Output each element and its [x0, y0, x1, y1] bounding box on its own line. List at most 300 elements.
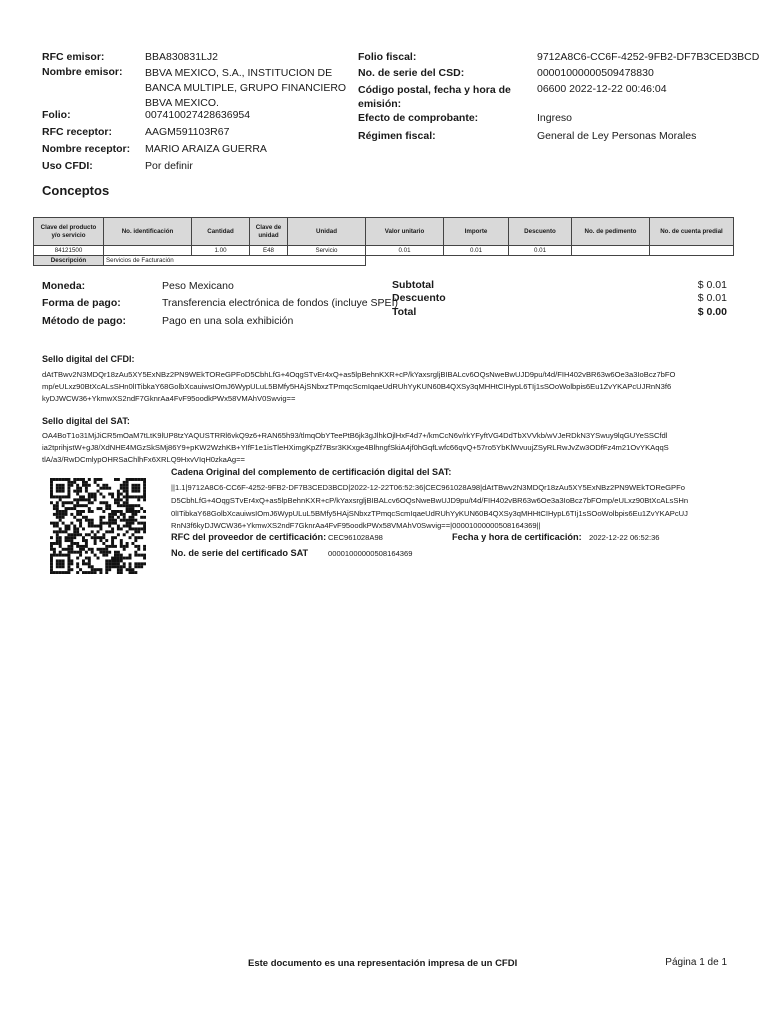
qr-module	[76, 542, 79, 545]
column-header: No. de cuenta predial	[650, 218, 734, 246]
qr-module	[134, 504, 137, 507]
qr-module	[143, 478, 146, 481]
qr-module	[117, 565, 120, 568]
qr-module	[53, 542, 56, 545]
qr-module	[62, 562, 65, 565]
qr-module	[59, 527, 62, 530]
footer-leyenda: Este documento es una representación impresa de un CFDI	[248, 958, 518, 969]
qr-module	[129, 519, 132, 522]
qr-module	[134, 495, 137, 498]
qr-module	[70, 501, 73, 504]
qr-module	[114, 498, 117, 501]
qr-module	[62, 554, 65, 557]
qr-module	[114, 522, 117, 525]
rfc-proveedor-value: CEC961028A98	[328, 533, 383, 542]
qr-module	[134, 539, 137, 542]
qr-module	[126, 545, 129, 548]
qr-module	[123, 562, 126, 565]
qr-module	[108, 507, 111, 510]
sello-sat-line: OA4BoT1o31MjJiCR5mOaM7tLtK9lUP8tzYAQUSTRRl6vkQ9z6+RAN65h93/tlmqObYTeePtB6jk3gJlhkOjlHxF4d7+/kmCcN6v/rkYFyftVG4DdTbXVVkb/wVJeRDkN3YSwuy9lqGUYeSSCfdl	[42, 431, 668, 440]
qr-module	[53, 522, 56, 525]
column-header: Importe	[444, 218, 509, 246]
qr-module	[73, 504, 76, 507]
qr-module	[59, 490, 62, 493]
qr-module	[126, 519, 129, 522]
qr-module	[73, 530, 76, 533]
qr-module	[137, 495, 140, 498]
qr-module	[56, 571, 59, 574]
qr-module	[82, 516, 85, 519]
column-header: Cantidad	[192, 218, 250, 246]
qr-module	[99, 551, 102, 554]
qr-module	[143, 527, 146, 530]
qr-module	[102, 554, 105, 557]
qr-module	[97, 507, 100, 510]
qr-module	[129, 522, 132, 525]
qr-module	[56, 533, 59, 536]
qr-module	[123, 481, 126, 484]
column-header: Clave de unidad	[250, 218, 288, 246]
rfc-receptor-value: AAGM591103R67	[145, 126, 230, 138]
qr-module	[85, 487, 88, 490]
qr-module	[108, 493, 111, 496]
qr-module	[62, 548, 65, 551]
qr-module	[99, 478, 102, 481]
qr-module	[140, 536, 143, 539]
qr-module	[111, 519, 114, 522]
qr-module	[143, 557, 146, 560]
qr-module	[56, 516, 59, 519]
qr-module	[120, 539, 123, 542]
qr-module	[85, 545, 88, 548]
nombre-emisor-value	[145, 66, 346, 111]
cadena-line: ||1.1|9712A8C6-CC6F-4252-9FB2-DF7B3CED3BCD|2022-12-22T06:52:36|CEC961028A98|dAtTBwv2N3MDQr18zAu5XY5ExNBz2PN9WEkTOReGPFo	[171, 483, 685, 492]
qr-module	[85, 516, 88, 519]
qr-module	[120, 557, 123, 560]
qr-module	[67, 551, 70, 554]
qr-module	[88, 507, 91, 510]
qr-module	[50, 565, 53, 568]
qr-module	[120, 542, 123, 545]
qr-module	[62, 487, 65, 490]
qr-module	[79, 522, 82, 525]
forma-pago-value: Transferencia electrónica de fondos (incluye SPEI)	[162, 297, 398, 309]
descripcion-label: Descripción	[34, 256, 104, 266]
rfc-emisor-label: RFC emisor:	[42, 51, 105, 63]
qr-module	[59, 571, 62, 574]
qr-module	[134, 484, 137, 487]
qr-module	[50, 545, 53, 548]
qr-module	[82, 527, 85, 530]
uso-cfdi-value: Por definir	[145, 160, 193, 172]
table-header-row	[34, 218, 734, 246]
qr-module	[120, 513, 123, 516]
qr-module	[85, 504, 88, 507]
qr-module	[85, 539, 88, 542]
qr-module	[99, 501, 102, 504]
qr-module	[134, 545, 137, 548]
qr-module	[79, 487, 82, 490]
qr-module	[53, 530, 56, 533]
qr-module	[131, 527, 134, 530]
qr-module	[76, 510, 79, 513]
qr-module	[50, 536, 53, 539]
qr-module	[99, 527, 102, 530]
qr-module	[111, 530, 114, 533]
qr-module	[88, 495, 91, 498]
table-cell: 0.01	[366, 246, 444, 256]
qr-module	[117, 571, 120, 574]
qr-module	[94, 495, 97, 498]
nombre-emisor-label: Nombre emisor:	[42, 66, 123, 78]
qr-module	[79, 548, 82, 551]
qr-module	[99, 548, 102, 551]
qr-module	[117, 525, 120, 528]
qr-module	[88, 548, 91, 551]
qr-module	[126, 501, 129, 504]
qr-module	[108, 551, 111, 554]
qr-module	[97, 478, 100, 481]
qr-module	[126, 498, 129, 501]
qr-module	[131, 571, 134, 574]
qr-module	[108, 562, 111, 565]
metodo-pago-value: Pago en una sola exhibición	[162, 315, 294, 327]
qr-module	[70, 568, 73, 571]
qr-module	[114, 557, 117, 560]
sello-sat-line: ia2tprihjstW+gJ8/XdNHE4MGzSkSMj86Y9+pKW2WzhKB+YIfF1e1isTleHXimgKpZf7Bsr3KKxge4BlhngfSkiA4jf0hGqfLwfc66qvQ+57ro5YbKlWvuujZSyRLRwJvZw3ODfFz4m21OvYKAqqS	[42, 443, 669, 453]
qr-module	[105, 530, 108, 533]
qr-module	[65, 548, 68, 551]
qr-module	[67, 565, 70, 568]
total-value: $ 0.00	[697, 306, 727, 318]
qr-module	[70, 484, 73, 487]
qr-module	[79, 498, 82, 501]
qr-module	[62, 478, 65, 481]
qr-module	[137, 530, 140, 533]
qr-module	[53, 513, 56, 516]
qr-module	[85, 571, 88, 574]
qr-module	[137, 504, 140, 507]
qr-module	[105, 484, 108, 487]
qr-module	[65, 501, 68, 504]
qr-module	[94, 542, 97, 545]
qr-module	[129, 565, 132, 568]
qr-module	[129, 554, 132, 557]
qr-module	[50, 562, 53, 565]
qr-module	[91, 565, 94, 568]
qr-module	[88, 478, 91, 481]
qr-module	[91, 536, 94, 539]
qr-module	[91, 493, 94, 496]
qr-module	[129, 507, 132, 510]
qr-module	[99, 539, 102, 542]
qr-module	[70, 513, 73, 516]
nombre-emisor-line: BANCA MULTIPLE, GRUPO FINANCIERO	[145, 82, 347, 94]
qr-module	[56, 525, 59, 528]
qr-module	[56, 487, 59, 490]
qr-module	[120, 571, 123, 574]
qr-module	[65, 478, 68, 481]
qr-module	[108, 516, 111, 519]
table-cell: E48	[250, 246, 288, 256]
qr-module	[79, 568, 82, 571]
qr-module	[108, 530, 111, 533]
qr-module	[88, 501, 91, 504]
qr-module	[59, 559, 62, 562]
qr-module	[76, 527, 79, 530]
sello-cfdi-title: Sello digital del CFDI:	[42, 354, 135, 364]
sello-sat-title: Sello digital del SAT:	[42, 416, 130, 426]
qr-module	[82, 559, 85, 562]
qr-module	[102, 484, 105, 487]
qr-module	[65, 527, 68, 530]
qr-module	[59, 530, 62, 533]
fecha-certificacion-value: 2022-12-22 06:52:36	[589, 533, 660, 542]
qr-module	[50, 493, 53, 496]
qr-module	[117, 495, 120, 498]
qr-module	[59, 513, 62, 516]
qr-module	[67, 548, 70, 551]
qr-module	[88, 493, 91, 496]
qr-module	[79, 545, 82, 548]
qr-module	[120, 554, 123, 557]
sello-cfdi-line: mp/eULxz90BtXcALsSHn0lITibkaY68GolbXcauiwsIOmJ6WypULuL5BMfy5HAjSNbxzTPmqcScmIqaeUdRUhYyKUN60B4QXSy3qMHHtCIHypL6TIj1sSOoWolbpis6Eu1ZvYKAPcUJRnN3f6	[42, 382, 672, 392]
qr-module	[62, 559, 65, 562]
qr-module	[143, 545, 146, 548]
qr-module	[111, 562, 114, 565]
qr-module	[134, 571, 137, 574]
qr-module	[102, 551, 105, 554]
qr-module	[67, 484, 70, 487]
qr-module	[56, 522, 59, 525]
qr-module	[99, 516, 102, 519]
qr-module	[82, 548, 85, 551]
fecha-certificacion-label: Fecha y hora de certificación:	[452, 532, 582, 542]
qr-module	[56, 507, 59, 510]
qr-module	[67, 545, 70, 548]
qr-module	[85, 542, 88, 545]
qr-module	[120, 527, 123, 530]
qr-module	[137, 510, 140, 513]
qr-module	[111, 557, 114, 560]
qr-module	[105, 501, 108, 504]
nombre-emisor-line: BBVA MEXICO.	[145, 97, 219, 109]
qr-module	[94, 533, 97, 536]
qr-module	[70, 542, 73, 545]
qr-module	[91, 530, 94, 533]
qr-module	[70, 562, 73, 565]
qr-module	[114, 551, 117, 554]
qr-module	[73, 536, 76, 539]
qr-module	[79, 478, 82, 481]
qr-module	[97, 530, 100, 533]
qr-module	[126, 568, 129, 571]
qr-module	[111, 539, 114, 542]
qr-module	[140, 527, 143, 530]
qr-module	[129, 504, 132, 507]
qr-module	[126, 478, 129, 481]
qr-module	[76, 498, 79, 501]
moneda-label: Moneda:	[42, 280, 86, 292]
qr-module	[117, 490, 120, 493]
qr-module	[50, 522, 53, 525]
qr-module	[114, 562, 117, 565]
qr-module	[76, 565, 79, 568]
qr-module	[97, 548, 100, 551]
qr-module	[76, 571, 79, 574]
qr-module	[67, 501, 70, 504]
qr-module	[59, 565, 62, 568]
qr-module	[88, 559, 91, 562]
qr-module	[143, 562, 146, 565]
qr-module	[126, 481, 129, 484]
cadena-title: Cadena Original del complemento de certificación digital del SAT:	[171, 467, 452, 477]
qr-module	[117, 501, 120, 504]
qr-module	[73, 551, 76, 554]
qr-module	[105, 551, 108, 554]
qr-module	[56, 504, 59, 507]
qr-module	[73, 498, 76, 501]
qr-module	[70, 522, 73, 525]
qr-module	[82, 562, 85, 565]
qr-module	[117, 527, 120, 530]
qr-module	[62, 571, 65, 574]
qr-module	[131, 484, 134, 487]
qr-module	[123, 484, 126, 487]
qr-module	[53, 548, 56, 551]
qr-module	[94, 554, 97, 557]
qr-module	[114, 478, 117, 481]
qr-module	[111, 536, 114, 539]
qr-module	[114, 536, 117, 539]
qr-module	[105, 545, 108, 548]
qr-module	[134, 487, 137, 490]
qr-module	[91, 510, 94, 513]
qr-module	[117, 562, 120, 565]
qr-module	[56, 539, 59, 542]
qr-module	[67, 571, 70, 574]
qr-module	[134, 519, 137, 522]
qr-module	[137, 536, 140, 539]
qr-module	[105, 571, 108, 574]
qr-module	[76, 557, 79, 560]
qr-module	[126, 487, 129, 490]
qr-module	[123, 487, 126, 490]
qr-module	[143, 510, 146, 513]
qr-module	[79, 533, 82, 536]
qr-module	[102, 510, 105, 513]
sello-cfdi-text	[42, 369, 742, 406]
qr-module	[59, 487, 62, 490]
qr-module	[79, 551, 82, 554]
rfc-emisor-value: BBA830831LJ2	[145, 51, 218, 63]
qr-module	[50, 554, 53, 557]
qr-module	[94, 478, 97, 481]
qr-module	[129, 495, 132, 498]
qr-module	[82, 478, 85, 481]
qr-module	[82, 481, 85, 484]
qr-module	[131, 568, 134, 571]
qr-module	[137, 548, 140, 551]
qr-module	[91, 501, 94, 504]
qr-module	[111, 516, 114, 519]
qr-module	[59, 516, 62, 519]
qr-module	[126, 542, 129, 545]
qr-module	[108, 519, 111, 522]
qr-module	[73, 525, 76, 528]
qr-module	[120, 484, 123, 487]
qr-module	[108, 568, 111, 571]
qr-module	[91, 548, 94, 551]
folio-value: 007410027428636954	[145, 109, 251, 121]
qr-module	[76, 513, 79, 516]
qr-module	[120, 504, 123, 507]
qr-module	[131, 504, 134, 507]
qr-module	[67, 490, 70, 493]
qr-module	[94, 571, 97, 574]
qr-module	[134, 554, 137, 557]
qr-module	[67, 478, 70, 481]
qr-module	[91, 571, 94, 574]
qr-module	[123, 501, 126, 504]
qr-module	[65, 495, 68, 498]
cadena-line: 0lITibkaY68GolbXcauiwsIOmJ6WypULuL5BMfy5HAjSNbxzTPmqcScmIqaeUdRUhYyKUN60B4QXSy3qMHHtCIHypL6TIj1sSOoWolbpis6Eu1ZvYKAPcUJ	[171, 508, 688, 518]
qr-module	[126, 530, 129, 533]
qr-module	[50, 568, 53, 571]
qr-module	[99, 522, 102, 525]
qr-module	[73, 507, 76, 510]
qr-module	[70, 481, 73, 484]
cp-fecha-label-line: emisión:	[358, 98, 402, 110]
qr-module	[137, 484, 140, 487]
qr-module	[99, 568, 102, 571]
qr-module	[65, 525, 68, 528]
qr-module	[111, 565, 114, 568]
qr-module	[79, 495, 82, 498]
qr-module	[56, 565, 59, 568]
qr-module	[50, 495, 53, 498]
qr-module	[85, 481, 88, 484]
qr-module	[123, 516, 126, 519]
qr-module	[56, 530, 59, 533]
qr-module	[143, 554, 146, 557]
qr-module	[50, 542, 53, 545]
qr-module	[70, 539, 73, 542]
qr-module	[137, 565, 140, 568]
qr-module	[134, 510, 137, 513]
qr-module	[114, 554, 117, 557]
qr-module	[143, 516, 146, 519]
qr-module	[85, 498, 88, 501]
qr-module	[108, 513, 111, 516]
qr-module	[56, 501, 59, 504]
qr-module	[50, 487, 53, 490]
qr-module	[91, 568, 94, 571]
qr-module	[143, 481, 146, 484]
qr-module	[97, 568, 100, 571]
qr-module	[120, 493, 123, 496]
qr-module	[126, 522, 129, 525]
qr-module	[73, 516, 76, 519]
qr-module	[50, 571, 53, 574]
qr-module	[99, 493, 102, 496]
qr-module	[59, 510, 62, 513]
qr-module	[143, 530, 146, 533]
qr-module	[76, 533, 79, 536]
qr-module	[76, 478, 79, 481]
qr-module	[129, 525, 132, 528]
qr-module	[105, 507, 108, 510]
